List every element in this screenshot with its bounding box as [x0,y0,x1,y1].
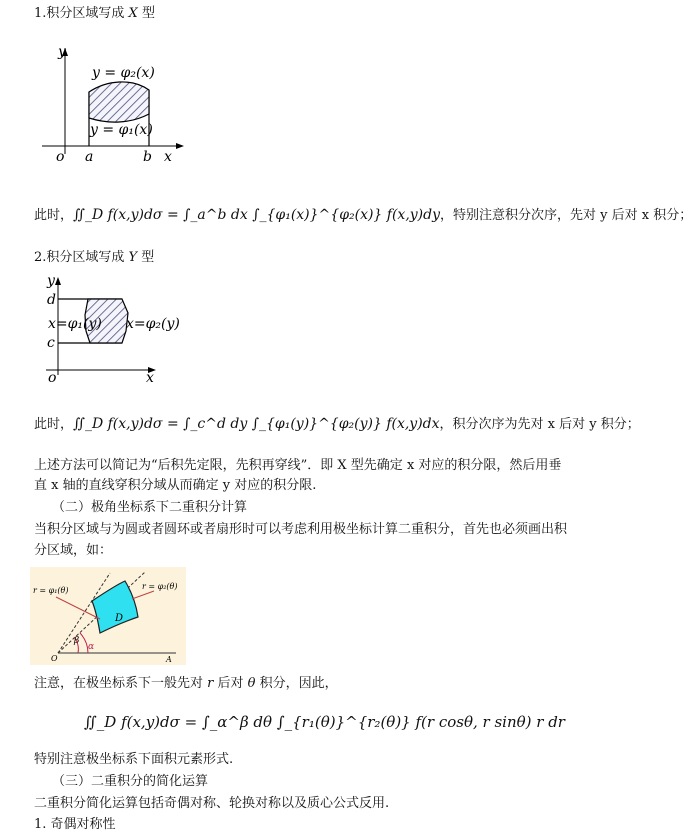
svg-text:α: α [88,642,95,652]
y-axis-label: y [58,44,66,60]
x-type-formula-line: 此时，∬_D f(x,y)dσ = ∫_a^b dx ∫_{φ₁(x)}^{φ₂(x)} f(x,y)dy，特别注意积分次序，先对 y 后对 x 积分； [34,207,692,223]
svg-text:D: D [115,613,124,624]
svg-text:β: β [74,636,80,646]
polar-formula: ∬_D f(x,y)dσ = ∫_α^β dθ ∫_{r₁(θ)}^{r₂(θ)} f(r cosθ, r sinθ) r dr [84,713,565,731]
heading-y-type: 2.积分区域写成 Y 型 [34,250,155,265]
x-axis-label: x [164,149,172,165]
x-type-region-figure [42,42,192,167]
svg-text:o: o [48,370,57,386]
x-axis-arrow [176,143,184,149]
origin-label: o [56,149,65,165]
left-curve-label: x=φ₁(y) [48,316,102,332]
parity-heading: 1. 奇偶对称性 [34,817,116,832]
polar-paragraph-line-2: 分区域，如： [34,543,113,558]
polar-subheading: （二）极角坐标系下二重积分计算 [52,500,248,515]
svg-text:A: A [166,655,172,664]
lower-curve-label: y = φ₁(x) [90,122,153,138]
polar-order-note: 注意，在极坐标系下一般先对 r 后对 θ 积分，因此， [34,676,338,691]
svg-text:x: x [146,370,154,386]
simplification-subheading: （三）二重积分的简化运算 [52,774,209,789]
svg-text:c: c [47,335,55,351]
hatched-region [89,82,149,122]
summary-paragraph-line-1: 上述方法可以简记为“后积先定限，先积再穿线”．即 X 型先确定 x 对应的积分限，然后用垂 [34,458,562,473]
svg-text:d: d [47,292,56,308]
heading-x-type: 1.积分区域写成 X 型 [34,6,155,21]
polar-paragraph-line-1: 当积分区域与为圆或者圆环或者扇形时可以考虑利用极坐标计算二重积分，首先也必须画出积 [34,522,568,537]
summary-paragraph-line-2: 直 x 轴的直线穿积分域从而确定 y 对应的积分限. [34,478,317,493]
y-type-region-figure [40,273,180,386]
right-curve-label: x=φ₂(y) [126,316,180,332]
svg-text:r = φ₁(θ): r = φ₁(θ) [33,586,69,595]
area-element-note: 特别注意极坐标系下面积元素形式. [34,752,234,767]
upper-curve-label: y = φ₂(x) [92,65,155,81]
simplification-paragraph: 二重积分简化运算包括奇偶对称、轮换对称以及质心公式反用. [34,796,390,811]
y-type-formula-line: 此时，∬_D f(x,y)dσ = ∫_c^d dy ∫_{φ₁(y)}^{φ₂(y)} f(x,y)dx，积分次序为先对 x 后对 y 积分； [34,416,640,432]
svg-text:r = φ₂(θ): r = φ₂(θ) [142,582,178,591]
b-label: b [143,149,152,165]
polar-region-figure [30,567,186,665]
svg-text:O: O [51,654,58,663]
a-label: a [85,149,94,165]
svg-text:y: y [47,273,55,289]
